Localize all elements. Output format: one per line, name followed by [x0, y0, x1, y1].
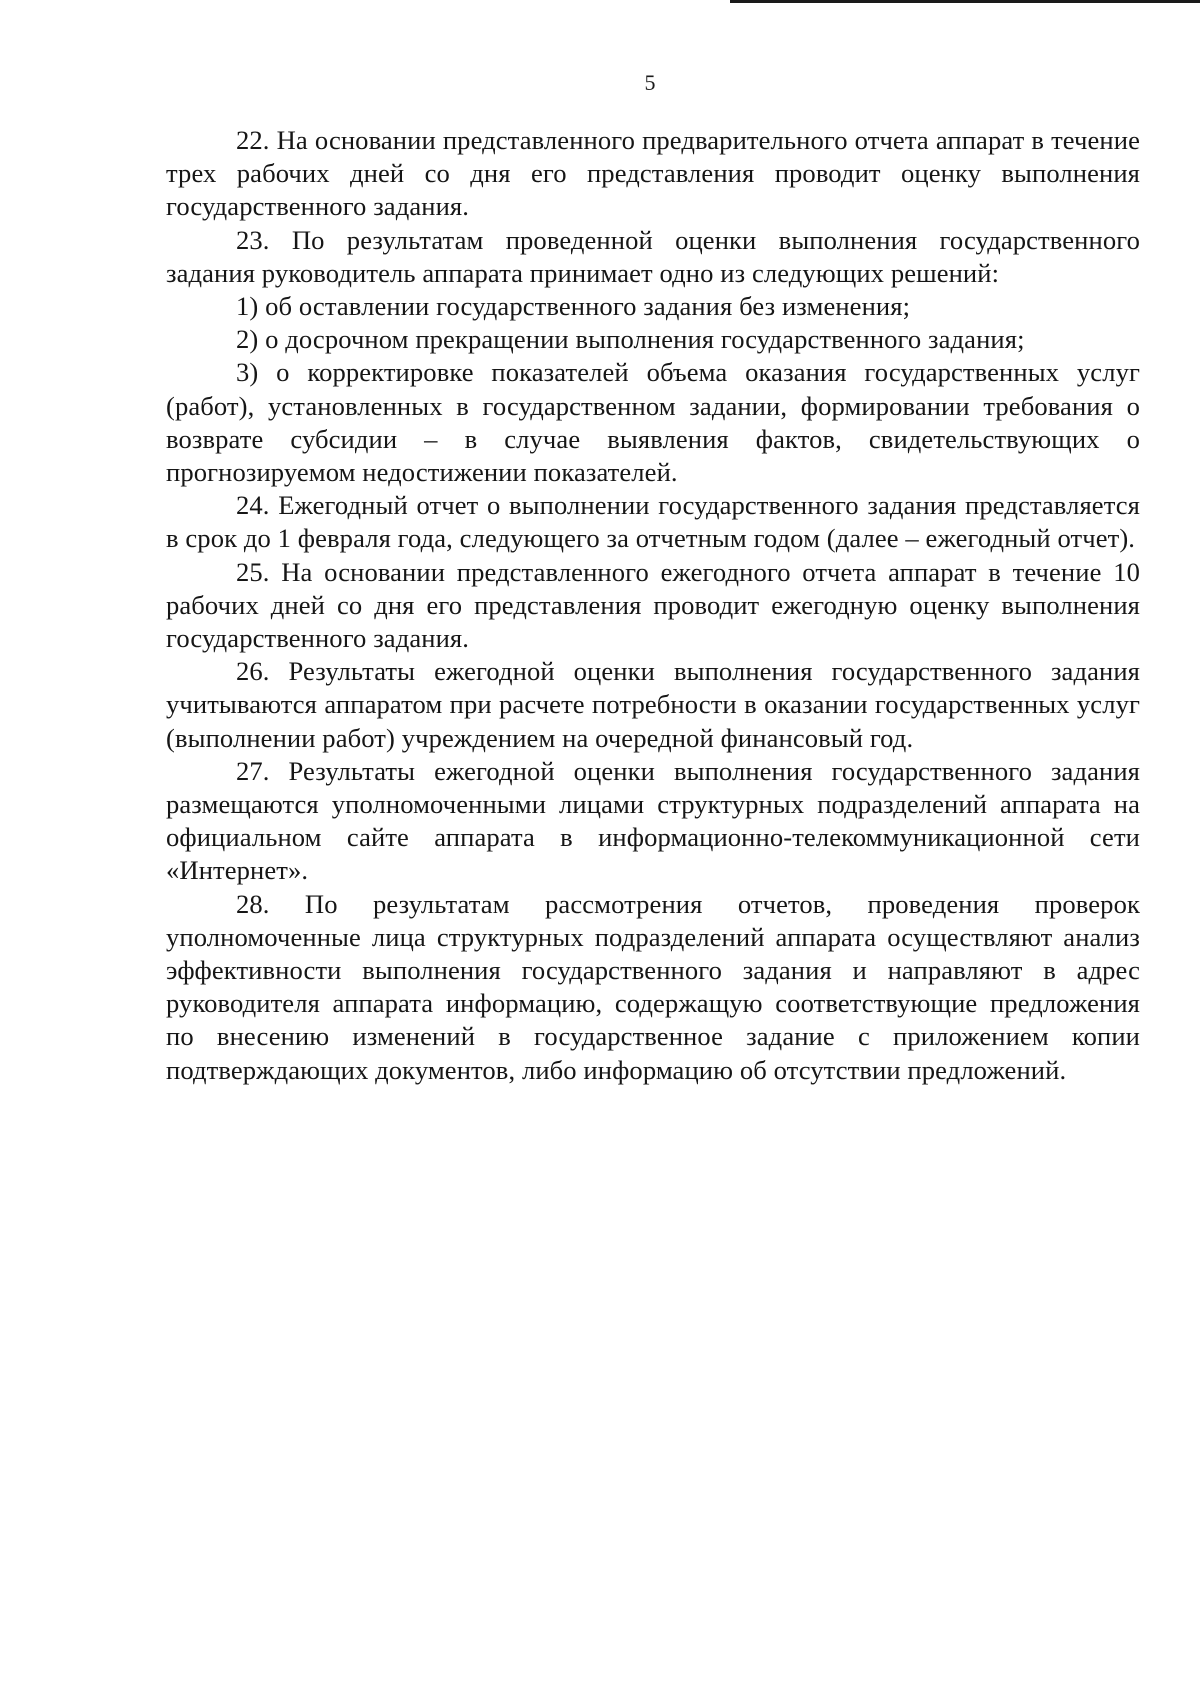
- paragraph-25: 25. На основании представленного ежегодного отчета аппарат в течение 10 рабочих дней со дня его представления проводит ежегодную оценку выполнения государственного задания.: [166, 556, 1140, 654]
- paragraph-26: 26. Результаты ежегодной оценки выполнения государственного задания учитываются аппаратом при расчете потребности в оказании государственных услуг (выполнении работ) учреждением на очередной финансовый год.: [166, 656, 1140, 753]
- paragraph-24: 24. Ежегодный отчет о выполнении государственного задания представляется в срок до 1 февраля года, следующего за отчетным годом (далее – ежегодный отчет).: [166, 490, 1140, 554]
- page-number: 5: [644, 70, 656, 95]
- paragraph-28: 28. По результатам рассмотрения отчетов, проведения проверок уполномоченные лица структурных подразделений аппарата осуществляют анализ эффективности выполнения государственного задания и направляют в адрес руководителя аппарата информацию, содержащую соответствующие предложения по внесению изменений в государственное задание с приложением копии подтверждающих документов, либо информацию об отсутствии предложений.: [166, 888, 1140, 1085]
- list-item-2: 2) о досрочном прекращении выполнения государственного задания;: [236, 324, 1025, 355]
- document-body: [166, 124, 1140, 1087]
- paragraph-23: 23. По результатам проведенной оценки выполнения государственного задания руководитель аппарата принимает одно из следующих решений:: [166, 224, 1140, 288]
- list-item-3: 3) о корректировке показателей объема оказания государственных услуг (работ), установленных в государственном задании, формировании требования о возврате субсидии – в случае выявления фактов, свидетельствующих о прогнозируемом недостижении показателей.: [166, 357, 1140, 488]
- paragraph-27: 27. Результаты ежегодной оценки выполнения государственного задания размещаются уполномоченными лицами структурных подразделений аппарата на официальном сайте аппарата в информационно-телекоммуникационной сети «Интернет».: [166, 755, 1140, 886]
- top-border-line: [730, 0, 1200, 3]
- paragraph-22: 22. На основании представленного предварительного отчета аппарат в течение трех рабочих дней со дня его представления проводит оценку выполнения государственного задания.: [166, 125, 1140, 222]
- list-item-1: 1) об оставлении государственного задания без изменения;: [236, 291, 911, 322]
